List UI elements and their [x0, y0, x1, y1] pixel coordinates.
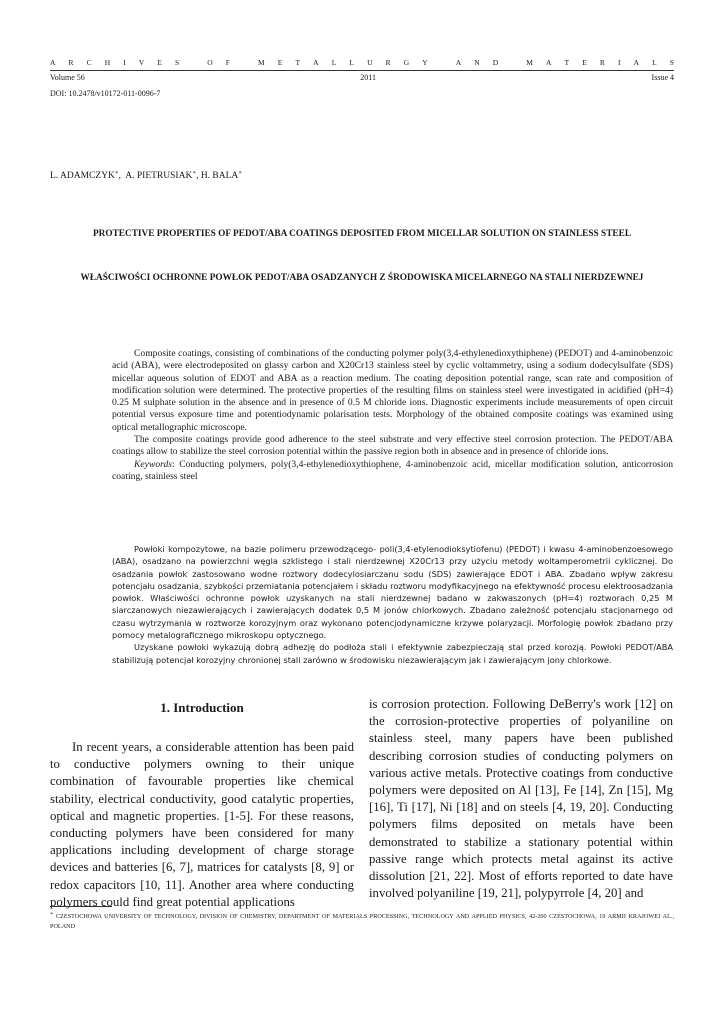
journal-letter: Y — [422, 58, 428, 67]
journal-letter — [243, 58, 245, 67]
polish-abstract — [112, 543, 673, 666]
journal-letter: G — [403, 58, 410, 67]
journal-letter: E — [582, 58, 587, 67]
affiliation-footnote — [50, 910, 674, 932]
left-column — [50, 700, 354, 909]
journal-letter: R — [599, 58, 605, 67]
journal-letter: C — [86, 58, 92, 67]
issue: Issue 4 — [651, 73, 674, 82]
footnote-mark: ∗ — [50, 912, 54, 917]
journal-letter: S — [669, 58, 674, 67]
journal-letter: I — [617, 58, 621, 67]
volume: Volume 56 — [50, 73, 85, 82]
journal-letter: N — [474, 58, 480, 67]
journal-letter: A — [633, 58, 639, 67]
journal-letter: T — [295, 58, 301, 67]
abstract-paragraph: The composite coatings provide good adherence to the steel substrate and very effective steel corrosion protection. The PEDOT/ABA coatings allow to stabilize the steel corrosion potential within the passive region both in absence and in presence of chloride ions. — [112, 434, 673, 458]
journal-letter: I — [123, 58, 126, 67]
journal-letter: F — [225, 58, 230, 67]
intro-paragraph-continued: is corrosion protection. Following DeBerry's work [12] on the corrosion-protective properties of polyaniline on stainless steel, many papers have been published describing corrosion studies of conducting polymers on various active metals. Protective coatings from conductive polymers were deposited on Al [13], Fe [14], Zn [15], Mg [16], Ti [17], Ni [18] and on steels [4, 19, 20]. Conducting polymers films deposited on metals have been demonstrated to stabilize a stationary potential within passive range which protects metal against its active dissolution [21, 22]. Most of efforts reported to date have involved polyaniline [19, 21], polypyrrole [4, 20] and — [369, 697, 673, 901]
header-rule — [50, 70, 674, 71]
journal-letter: V — [138, 58, 145, 67]
keywords-label: Keywords — [134, 458, 173, 470]
doi[interactable]: DOI: 10.2478/v10172-011-0096-7 — [50, 89, 161, 98]
journal-letter: M — [526, 58, 533, 67]
polish-abstract-paragraph: Powłoki kompozytowe, na bazie polimeru przewodzącego- poli(3,4-etylenodioksytiofenu) (PEDOT) i kwasu 4-aminobenzoesowego (ABA), osadzano na powierzchni węgla szklistego i stali nierdzewnej X20Cr13 przy użyciu metody woltamperometrii cyklicznej. Do osadzania powłok zastosowano wodne roztwory dodecylosiarczanu sodu (SDS) zawierające EDOT i ABA. Zbadano wpływ zakresu potencjału osadzania, szybkości przemiatania potencjałem i składu roztworu modyfikacyjnego na efektywność procesu elektroosadzania powłok. Właściwości ochronne powłok uzyskanych na stali nierdzewnej badano w zakwaszonych (pH=4) roztworach 0,25 M siarczanowych niezawierających i zawierających dodatek 0,5 M jonów chlorkowych. Zbadano zależność potencjału stacjonarnego od czasu wytrzymania w roztworze korozyjnym oraz wykonano potencjodynamiczne krzywe polaryzacji. Morfologię powłok zbadano przy pomocy metalograficznego mikroskopu optycznego. — [112, 544, 673, 641]
journal-letter: E — [157, 58, 162, 67]
journal-letter: O — [207, 58, 213, 67]
journal-letter: A — [50, 58, 56, 67]
journal-letter: M — [258, 58, 265, 67]
journal-letter — [192, 58, 194, 67]
keywords-list: : Conducting polymers, poly(3,4-ethylenedioxythiophene, 4-aminobenzoic acid, micellar modification solution, anticorrosion coating, stainless steel — [112, 458, 673, 482]
journal-letter — [511, 58, 513, 67]
section-heading: 1. Introduction — [160, 700, 244, 715]
journal-letter: H — [104, 58, 111, 67]
footnote-text: CZESTOCHOWA UNIVERSITY OF TECHNOLOGY, DIVISION OF CHEMISTRY, DEPARTMENT OF MATERIALS PROCESSING, TECHNOLOGY AND APPLIED PHYSICS, 42-200 CZESTOCHOWA, 19 ARMII KRAJOWEJ AL., POLAND — [50, 913, 674, 930]
journal-letter: L — [331, 58, 337, 67]
journal-letter: A — [455, 58, 462, 67]
journal-letter: U — [367, 58, 373, 67]
author-1: L. ADAMCZYK∗ — [50, 170, 119, 181]
journal-letter: T — [564, 58, 570, 67]
journal-letter: S — [175, 58, 180, 67]
journal-letter: A — [313, 58, 319, 67]
intro-paragraph: In recent years, a considerable attention has been paid to conductive polymers owning to their unique combination of favourable properties like chemical stability, electrical conductivity, good catalytic properties, optical and magnetic properties. [1-5]. For these reasons, conducting polymers have been considered for many applications including development of charge storage devices and batteries [6, 7], matrices for catalysts [8, 9] or redox capacitors [10, 11]. Another area where conducting polymers could find great potential applications — [50, 740, 354, 909]
issue-meta — [50, 73, 674, 82]
author-2: A. PIETRUSIAK∗ — [125, 170, 197, 181]
authors: L. ADAMCZYK∗, A. PIETRUSIAK∗, H. BALA∗ — [50, 170, 243, 181]
keywords — [112, 459, 673, 484]
polish-abstract-paragraph: Uzyskane powłoki wykazują dobrą adhezję do podłoża stali i efektywnie zabezpieczają stal przed korozją. Powłoki PEDOT/ABA stabilizują potencjał korozyjny chronionej stali zarówno w środowisku niezawierającym jak i zawierającym jony chlorkowe. — [112, 642, 673, 665]
journal-letter: R — [68, 58, 74, 67]
title-english: PROTECTIVE PROPERTIES OF PEDOT/ABA COATINGS DEPOSITED FROM MICELLAR SOLUTION ON STAINLESS STEEL — [92, 229, 632, 239]
journal-letter: L — [349, 58, 354, 67]
journal-letter: R — [385, 58, 391, 67]
journal-letter — [441, 58, 443, 67]
abstract-paragraph: Composite coatings, consisting of combinations of the conducting polymer poly(3,4-ethylenedioxythiphene) (PEDOT) and 4-aminobenzoic acid (ABA), were electrodeposited on glassy carbon and X20Cr13 stainless steel by cyclic voltammetry, using a sodium dodecylsulfate (SDS) micellar aqueous solution of EDOT and ABA as a reaction medium. The coating deposition potential range, scan rate and composition of modification solution were determined. The protective properties of the resulting films on stainless steel were investigated in acidified (pH=4) 0.25 M sulphate solution in the absence and in presence of 0.5 M chloride ions. Diagnostic experiments include measurements of open circuit potential versus exposure time and potentiodynamic polarisation tests. Morphology of the obtained composite coatings was examined using optical metallographic microscope. — [112, 348, 673, 433]
journal-letter: D — [492, 58, 499, 67]
title-polish: WŁAŚCIWOŚCI OCHRONNE POWŁOK PEDOT/ABA OSADZANYCH Z ŚRODOWISKA MICELARNEGO NA STALI NIERDZEWNEJ — [80, 273, 644, 283]
journal-letter: A — [545, 58, 552, 67]
journal-letter: L — [652, 58, 657, 67]
journal-letter: E — [277, 58, 283, 67]
right-column — [369, 696, 673, 902]
abstract — [112, 348, 673, 483]
year: 2011 — [360, 73, 376, 82]
journal-name — [50, 58, 674, 67]
footnote-rule — [50, 906, 112, 907]
author-3: H. BALA∗ — [200, 170, 243, 181]
